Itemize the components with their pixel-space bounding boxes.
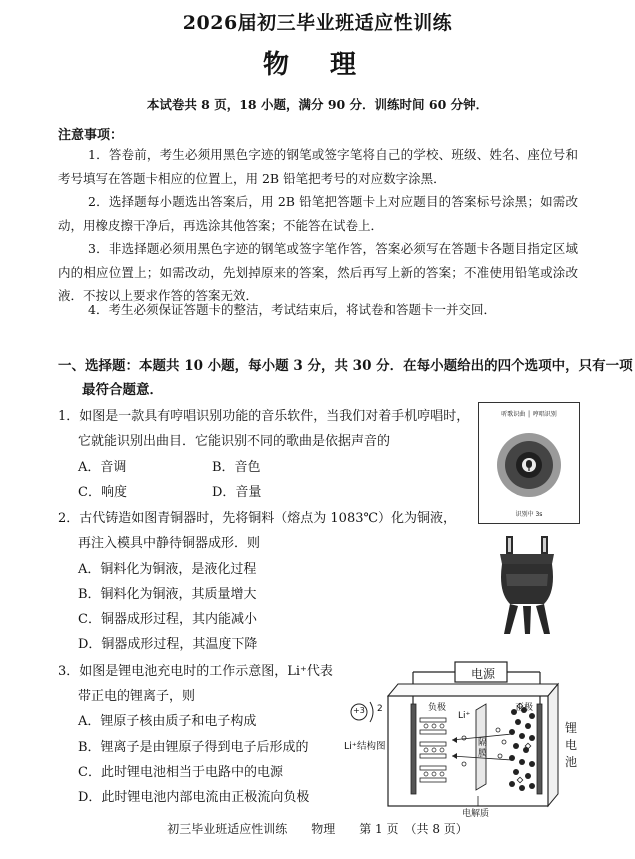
question-3-line2: 带正电的锂离子，则 <box>78 689 196 704</box>
nucleus-charge-label: +3 <box>353 706 365 715</box>
notice-heading: 注意事项： <box>58 128 124 143</box>
question-1-option-c: C．响度 <box>78 485 127 500</box>
separator-label: 隔膜 <box>478 738 488 759</box>
question-3-option-d: D．此时锂电池内部电流由正极流向负极 <box>78 790 310 805</box>
question-3-option-b: B．锂离子是由锂原子得到电子后形成的 <box>78 740 309 755</box>
question-1-line1: 1．如图是一款具有哼唱识别功能的音乐软件，当我们对着手机哼唱时， <box>58 409 470 424</box>
section-heading-line1: 一、选择题：本题共 10 小题，每小题 3 分，共 30 分．在每小题给出的四个选项中，只有一项 <box>58 358 633 374</box>
exam-title: 2026届初三毕业班适应性训练 <box>182 12 453 34</box>
section-heading-line2: 最符合题意． <box>82 382 163 398</box>
question-1-option-d: D．音量 <box>212 485 262 500</box>
power-supply-label: 电源 <box>470 667 495 681</box>
notice-item-3: 3．非选择题必须用黑色字迹的钢笔或签字笔作答，答案必须写在答题卡各题目指定区域内的相应位置上；如需改动，先划掉原来的答案，然后再写上新的答案；不准使用铅笔或涂改液．不按以上要求作答的答案无效． <box>58 241 578 303</box>
notice-item-2: 2．选择题每小题选出答案后，用 2B 铅笔把答题卡上对应题目的答案标号涂黑；如需改动，用橡皮擦干净后，再选涂其他答案；不能答在试卷上． <box>58 194 578 233</box>
bronze-vessel-image <box>492 530 562 640</box>
question-1-line2: 它就能识别出曲目．它能识别不同的歌曲是依据声音的 <box>78 434 391 449</box>
music-app-figure <box>478 402 580 524</box>
exam-info: 本试卷共 8 页，18 小题，满分 90 分．训练时间 60 分钟． <box>146 97 489 112</box>
question-2-option-a: A．铜料化为铜液，是液化过程 <box>78 562 257 577</box>
subject-title: 物 理 <box>262 50 373 80</box>
question-3-line1: 3．如图是锂电池充电时的工作示意图，Li⁺代表 <box>58 664 333 679</box>
lithium-ion-label: Li⁺ <box>458 711 471 721</box>
page-footer: 初三毕业班适应性训练 物理 第 1 页 （共 8 页） <box>167 822 468 836</box>
question-2-option-b: B．铜料化为铜液，其质量增大 <box>78 587 257 602</box>
app-tab-bar: 听歌识曲 │ 哼唱识别 <box>501 411 557 418</box>
ion-structure-caption: Li⁺结构图 <box>344 741 386 752</box>
question-3-option-a: A．锂原子核由质子和电子构成 <box>78 714 257 729</box>
recognizing-status: 识别中 3s <box>515 511 543 518</box>
electrolyte-label: 电解质 <box>462 809 490 819</box>
question-3-option-c: C．此时锂电池相当于电路中的电源 <box>78 765 283 780</box>
question-2-line1: 2．古代铸造如图青铜器时，先将铜料（熔点为 1083℃）化为铜液， <box>58 511 457 526</box>
record-disc-icon <box>479 425 579 505</box>
question-2-line2: 再注入模具中静待铜器成形．则 <box>78 536 261 551</box>
question-2-option-d: D．铜器成形过程，其温度下降 <box>78 637 258 652</box>
battery-side-label: 锂电池 <box>565 721 578 769</box>
question-1-option-b: B．音色 <box>212 460 261 475</box>
question-2-option-c: C．铜器成形过程，其内能减小 <box>78 612 257 627</box>
positive-electrode-label: 正极 <box>515 703 534 713</box>
negative-electrode-label: 负极 <box>428 703 447 713</box>
notice-item-1: 1．答卷前，考生必须用黑色字迹的钢笔或签字笔将自己的学校、班级、姓名、座位号和考号填写在答题卡相应的位置上，用 2B 铅笔把考号的对应数字涂黑． <box>58 147 578 186</box>
electron-shell-label: 2 <box>377 704 383 714</box>
notice-item-4: 4．考生必须保证答题卡的整洁，考试结束后，将试卷和答题卡一并交回． <box>88 302 496 317</box>
question-1-option-a: A．音调 <box>78 460 127 475</box>
